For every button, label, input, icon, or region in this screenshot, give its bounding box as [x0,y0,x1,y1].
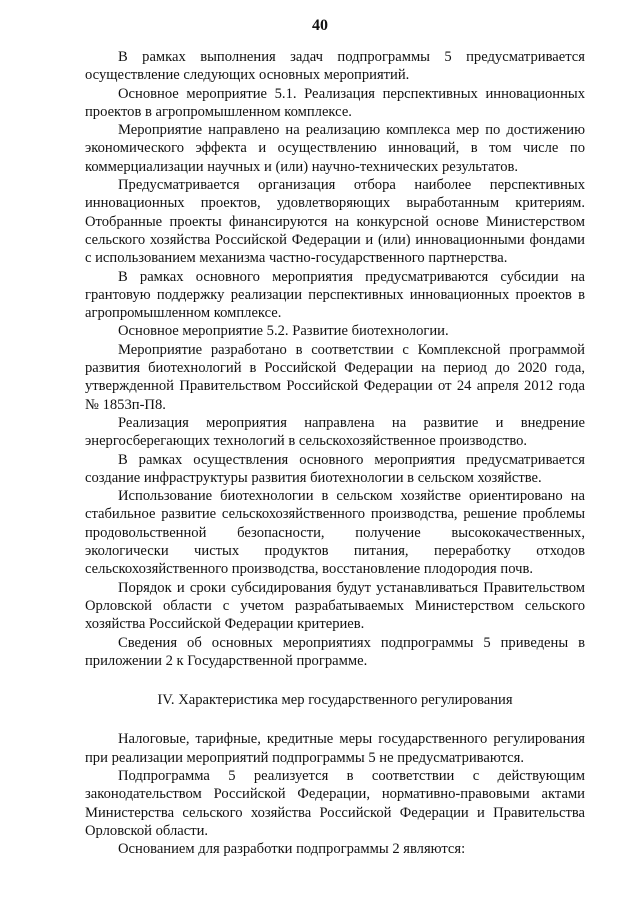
paragraph: Подпрограмма 5 реализуется в соответствии с действующим законодательством Российской Федерации, нормативно-правовыми актами Министерства сельского хозяйства Российской Федерации и Правительства Орловской области. [85,767,585,839]
paragraph: В рамках основного мероприятия предусматриваются субсидии на грантовую поддержку реализации перспективных инновационных проектов в агропромышленном комплексе. [85,268,585,322]
paragraph: Основанием для разработки подпрограммы 2 являются: [118,841,466,858]
paragraph: Налоговые, тарифные, кредитные меры государственного регулирования при реализации мероприятий подпрограммы 5 не предусматриваются. [85,731,585,766]
paragraph: Основное мероприятие 5.2. Развитие биотехнологии. [118,323,449,340]
paragraph: Мероприятие направлено на реализацию комплекса мер по достижению экономического эффекта и осуществлению инноваций, в том числе по коммерциализации научных и (или) научно-технических результатов. [85,122,585,175]
paragraph: Основное мероприятие 5.1. Реализация перспективных инновационных проектов в агропромышленном комплексе. [85,85,585,120]
paragraph: Порядок и сроки субсидирования будут устанавливаться Правительством Орловской области с учетом разрабатываемых Министерством сельского хозяйства Российской Федерации критериев. [85,579,585,633]
paragraph: Мероприятие разработано в соответствии с Комплексной программой развития биотехнологий в Российской Федерации на период до 2020 года, утвержденной Правительством Российской Федерации от 24 апреля 2012 года № 1853п-П8. [85,341,585,413]
paragraph: Использование биотехнологии в сельском хозяйстве ориентировано на стабильное развитие сельскохозяйственного производства, решение проблемы продовольственной безопасности, получение высококачественных, экологически чистых продуктов питания, переработку отходов сельскохозяйственного производства, восстановление плодородия почв. [85,488,585,578]
paragraph: Предусматривается организация отбора наиболее перспективных инновационных проектов, удовлетворяющих выработанным критериям. Отобранные проекты финансируются на конкурсной основе Министерством сельского хозяйства Российской Федерации и (или) инновационными фондами с использованием механизма частно-государственного партнерства. [85,177,585,267]
paragraph: Сведения об основных мероприятиях подпрограммы 5 приведены в приложении 2 к Государственной программе. [85,634,585,669]
section-heading: IV. Характеристика мер государственного регулирования [157,692,513,709]
paragraph: Реализация мероприятия направлена на развитие и внедрение энергосберегающих технологий в сельскохозяйственное производство. [85,414,585,450]
document-body [85,48,585,858]
paragraph: В рамках выполнения задач подпрограммы 5 предусматривается осуществление следующих основных мероприятий. [85,49,585,84]
paragraph: В рамках осуществления основного мероприятия предусматривается создание инфраструктуры развития биотехнологии в сельском хозяйстве. [85,451,585,486]
page-number: 40 [312,17,328,34]
